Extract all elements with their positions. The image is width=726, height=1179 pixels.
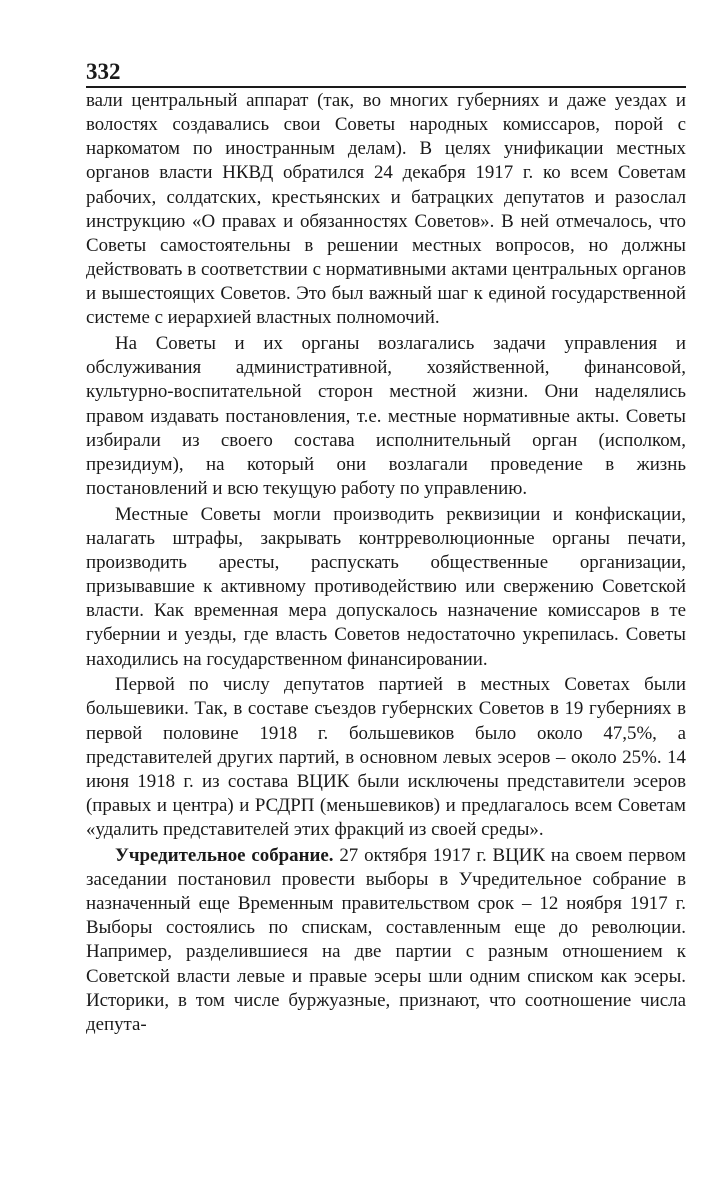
paragraph-local-soviets-powers: Местные Советы могли производить реквизиции и конфискации, налагать штрафы, закрывать контрреволюционные органы печати, производить аресты, распускать общественные организации, призывавшие к активному противодействию или свержению Советской власти. Как временная мера допускалось назначение комиссаров в те губернии и уезды, где власть Советов недостаточно укрепилась. Советы находились на государственном финансировании.	[86, 503, 686, 670]
paragraph-continuation: вали центральный аппарат (так, во многих губерниях и даже уездах и волостях создавались свои Советы народных комиссаров, порой с наркоматом по иностранным делам). В целях унификации местных органов власти НКВД обратился 24 декабря 1917 г. ко всем Советам рабочих, солдатских, крестьянских и батрацких депутатов и разослал инструкцию «О правах и обязанностях Советов». В ней отмечалось, что Советы самостоятельны в решении местных вопросов, но должны действовать в соответствии с нормативными актами центральных органов и вышестоящих Советов. Это был важный шаг к единой государственной системе с иерархией властных полномочий.	[86, 90, 686, 329]
body-text	[86, 89, 686, 1039]
paragraph-constituent-assembly	[86, 844, 686, 1037]
paragraph-soviet-bodies: На Советы и их органы возлагались задачи управления и обслуживания административной, хозяйственной, финансовой, культурно-воспитательной сторон местной жизни. Они наделялись правом издавать постановления, т.е. местные нормативные акты. Советы избирали из своего состава исполнительный орган (исполком, президиум), на который они возлагали проведение в жизнь постановлений и всю текущую работу по управлению.	[86, 333, 686, 499]
paragraph-party-composition: Первой по числу депутатов партией в местных Советах были большевики. Так, в составе съездов губернских Советов в 19 губерниях в первой половине 1918 г. большевиков было около 47,5%, а представителей других партий, в основном левых эсеров – около 25%. 14 июня 1918 г. из состава ВЦИК были исключены представители эсеров (правых и центра) и РСДРП (меньшевиков) и предлагалось всем Советам «удалить представителей этих фракций из своей среды».	[86, 674, 686, 841]
page-header	[86, 52, 686, 88]
paragraph-body: 27 октября 1917 г. ВЦИК на своем первом заседании постановил провести выборы в Учредительное собрание в назначенный еще Временным правительством срок – 12 ноября 1917 г. Выборы состоялись по спискам, составленным еще до революции. Например, разделившиеся на две партии с разным отношением к Советской власти левые и правые эсеры шли одним списком как эсеры. Историки, в том числе буржуазные, признают, что соотношение числа депута-	[86, 844, 687, 1035]
run-in-heading: Учредительное собрание.	[115, 844, 334, 866]
page-number: 332	[86, 59, 121, 84]
